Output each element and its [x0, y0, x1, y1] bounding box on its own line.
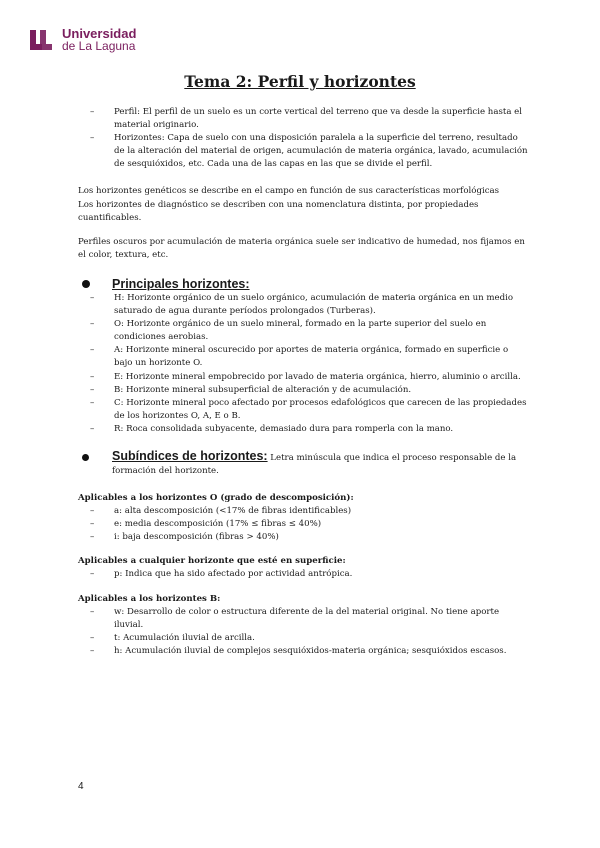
list-item: – w: Desarrollo de color o estructura diferente de la del material original. No tiene aporte iluvial.	[78, 606, 528, 632]
group-any-list	[78, 568, 528, 581]
list-item: – H: Horizonte orgánico de un suelo orgánico, acumulación de materia orgánica en un medio saturado de agua durante períodos prolongados (Turberas).	[78, 292, 528, 318]
list-item: – B: Horizonte mineral subsuperficial de alteración y de acumulación.	[78, 384, 528, 397]
paragraph-geneticos: Los horizontes genéticos se describe en el campo en función de sus características morfológicas	[78, 186, 500, 197]
page-number: 4	[78, 781, 84, 792]
list-item: – e: media descomposición (17% ≤ fibras ≤ 40%)	[78, 518, 528, 531]
page-title: Tema 2: Perfil y horizontes	[184, 72, 416, 91]
ull-logo-icon	[28, 28, 56, 52]
list-item: – t: Acumulación iluvial de arcilla.	[78, 632, 528, 645]
section-heading-subindices: Subíndices de horizontes:	[112, 448, 268, 463]
list-item: – p: Indica que ha sido afectado por actividad antrópica.	[78, 568, 528, 581]
list-item: – E: Horizonte mineral empobrecido por lavado de materia orgánica, hierro, aluminio o arcilla.	[78, 371, 528, 384]
logo-line1: Universidad	[62, 26, 137, 41]
logo-text	[62, 28, 136, 52]
paragraph-perfiles-oscuros: Perfiles oscuros por acumulación de materia orgánica suele ser indicativo de humedad, nos fijamos en el color, textura, etc.	[78, 236, 525, 260]
group-any-label: Aplicables a cualquier horizonte que esté en superficie:	[78, 556, 346, 567]
intro-list	[78, 106, 528, 171]
list-item: – R: Roca consolidada subyacente, demasiado dura para romperla con la mano.	[78, 423, 528, 436]
list-item: – C: Horizonte mineral poco afectado por procesos edafológicos que carecen de las propiedades de los horizontes O, A, E o B.	[78, 397, 528, 423]
group-b-label: Aplicables a los horizontes B:	[78, 593, 221, 604]
group-b-list	[78, 606, 528, 658]
section-subindices	[78, 450, 528, 478]
subindices-description: Letra minúscula que indica el proceso responsable de la formación del horizonte.	[112, 452, 517, 476]
logo-line2: de La Laguna	[62, 39, 136, 53]
principales-list	[78, 292, 528, 436]
list-item: – i: baja descomposición (fibras > 40%)	[78, 531, 528, 544]
section-heading-principales: Principales horizontes:	[78, 276, 528, 292]
group-o-list	[78, 505, 528, 544]
list-item: – Perfil: El perfil de un suelo es un corte vertical del terreno que va desde la superficie hasta el material originario.	[78, 106, 528, 132]
list-item: – h: Acumulación iluvial de complejos sesquióxidos-materia orgánica; sesquióxidos escasos.	[78, 645, 528, 658]
list-item: – O: Horizonte orgánico de un suelo mineral, formado en la parte superior del suelo en condiciones aerobias.	[78, 318, 528, 344]
list-item: – A: Horizonte mineral oscurecido por aportes de materia orgánica, formado en superficie o bajo un horizonte O.	[78, 344, 528, 370]
document-body	[78, 106, 528, 658]
list-item: – a: alta descomposición (<17% de fibras identificables)	[78, 505, 528, 518]
university-logo	[28, 28, 136, 52]
group-o-label: Aplicables a los horizontes O (grado de descomposición):	[78, 492, 354, 503]
paragraph-diagnostico: Los horizontes de diagnóstico se describen con una nomenclatura distinta, por propiedades cuantificables.	[78, 199, 479, 223]
list-item: – Horizontes: Capa de suelo con una disposición paralela a la superficie del terreno, resultado de la alteración del material de origen, acumulación de materia orgánica, lavado, acumulación de sesquióxidos, etc. Cada una de las capas en las que se divide el perfil.	[78, 132, 528, 171]
